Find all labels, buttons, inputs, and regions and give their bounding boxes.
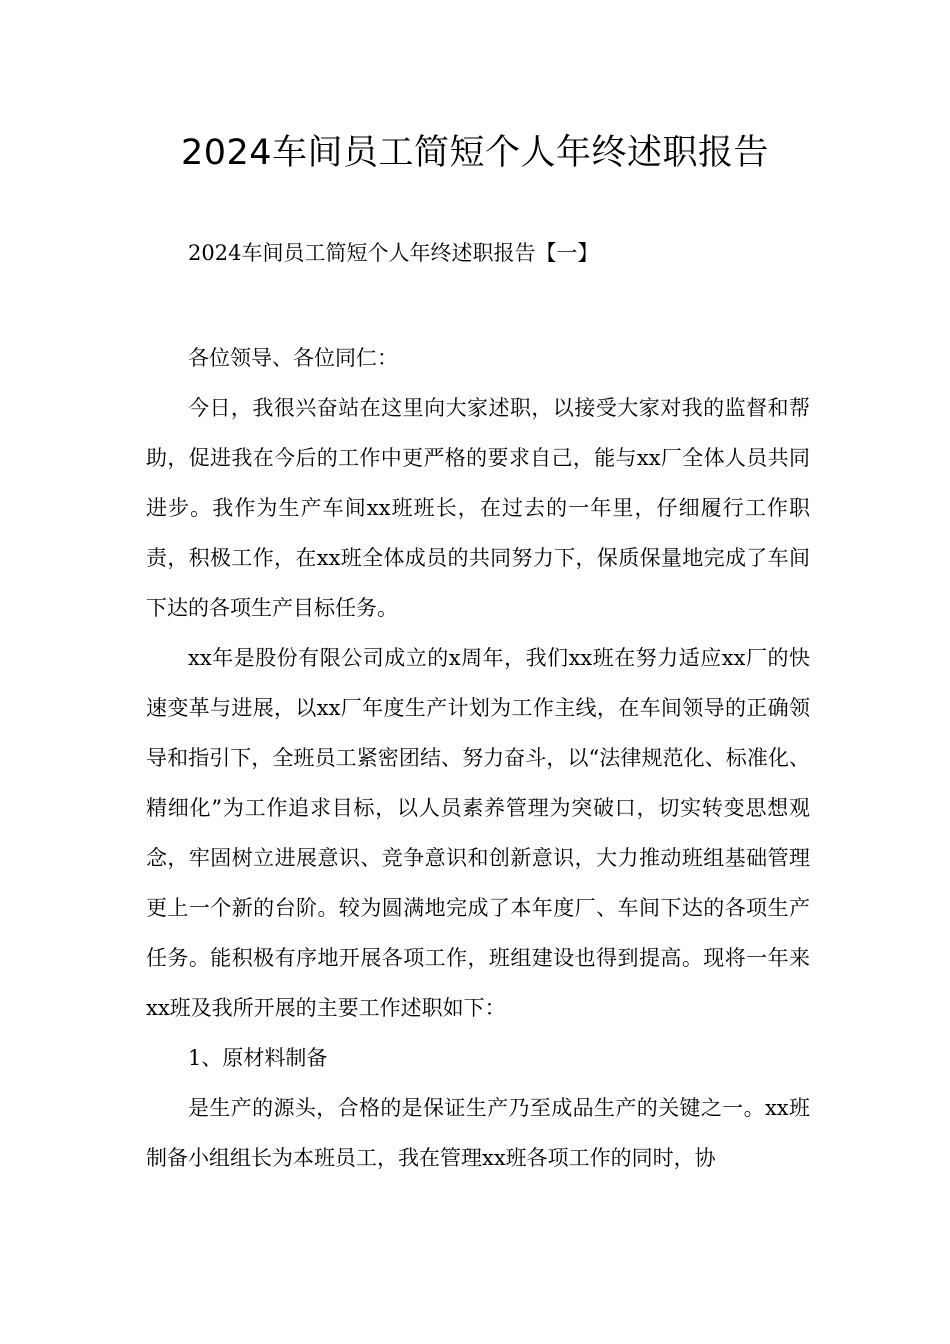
greeting: 各位领导、各位同仁：	[188, 346, 398, 370]
paragraph-2: xx年是股份有限公司成立的x周年，我们xx班在努力适应xx厂的快速变革与进展，以xx厂年度生产计划为工作主线，在车间领导的正确领导和指引下，全班员工紧密团结、努力奋斗，以“法律规范化、标准化、精细化”为工作追求目标，以人员素养管理为突破口，切实转变思想观念，牢固树立进展意识、竞争意识和创新意识，大力推动班组基础管理更上一个新的台阶。较为圆满地完成了本年度厂、车间下达的各项生产任务。能积极有序地开展各项工作，班组建设也得到提高。现将一年来xx班及我所开展的主要工作述职如下：	[146, 646, 810, 1020]
document-subtitle: 2024车间员工简短个人年终述职报告【一】	[188, 241, 599, 265]
section-paragraph: 是生产的源头，合格的是保证生产乃至成品生产的关键之一。xx班制备小组组长为本班员工，我在管理xx班各项工作的同时，协	[146, 1096, 810, 1170]
section-heading: 1、原材料制备	[188, 1046, 328, 1070]
paragraph-1: 今日，我很兴奋站在这里向大家述职，以接受大家对我的监督和帮助，促进我在今后的工作中更严格的要求自己，能与xx厂全体人员共同进步。我作为生产车间xx班班长，在过去的一年里，仔细履行工作职责，积极工作，在xx班全体成员的共同努力下，保质保量地完成了车间下达的各项生产目标任务。	[146, 396, 810, 620]
document-title: 2024车间员工简短个人年终述职报告	[180, 133, 770, 173]
document-body	[146, 333, 810, 1183]
